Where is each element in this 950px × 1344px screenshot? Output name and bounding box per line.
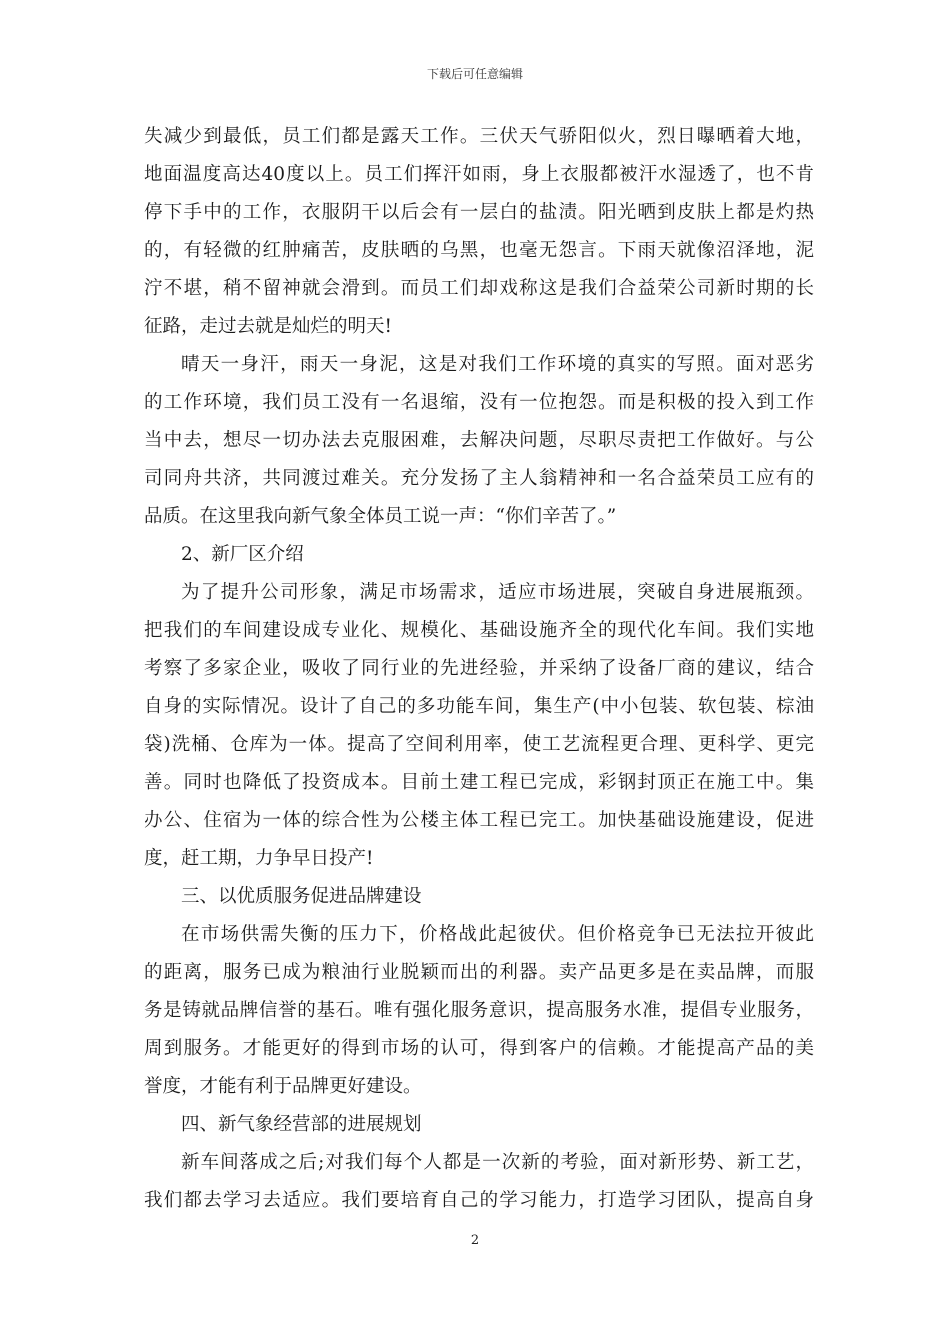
text-line: 地面温度高达40度以上。员工们挥汗如雨，身上衣服都被汗水湿透了，也不肯: [144, 164, 814, 185]
text-line: 度，赶工期，力争早日投产!: [144, 848, 374, 869]
text-line: 当中去，想尽一切办法去克服困难，去解决问题，尽职尽责把工作做好。与公: [144, 430, 814, 451]
text-line: 考察了多家企业，吸收了同行业的先进经验，并采纳了设备厂商的建议，结合: [144, 658, 814, 679]
page-number: 2: [470, 1233, 480, 1248]
document-body: [144, 118, 814, 1220]
text-line: 袋)洗桶、仓库为一体。提高了空间利用率，使工艺流程更合理、更科学、更完: [144, 734, 814, 755]
text-line: 办公、住宿为一体的综合性为公楼主体工程已完工。加快基础设施建设，促进: [144, 810, 814, 831]
text-line: 我们都去学习去适应。我们要培育自己的学习能力，打造学习团队，提高自身: [144, 1190, 814, 1211]
text-line: 的工作环境，我们员工没有一名退缩，没有一位抱怨。而是积极的投入到工作: [144, 392, 814, 413]
text-line: 的距离，服务已成为粮油行业脱颖而出的利器。卖产品更多是在卖品牌，而服: [144, 962, 814, 983]
text-line: 誉度，才能有利于品牌更好建设。: [144, 1076, 422, 1097]
text-line: 务是铸就品牌信誉的基石。唯有强化服务意识，提高服务水准，提倡专业服务，: [144, 1000, 814, 1021]
text-line: 停下手中的工作，衣服阴干以后会有一层白的盐渍。阳光晒到皮肤上都是灼热: [144, 202, 814, 223]
page-header: 下载后可任意编辑: [426, 67, 523, 81]
text-line: 善。同时也降低了投资成本。目前土建工程已完成，彩钢封顶正在施工中。集: [144, 772, 814, 793]
text-line: 自身的实际情况。设计了自己的多功能车间，集生产(中小包装、软包装、棕油: [144, 696, 814, 717]
text-line: 周到服务。才能更好的得到市场的认可，得到客户的信赖。才能提高产品的美: [144, 1038, 814, 1059]
text-line: 的，有轻微的红肿痛苦，皮肤晒的乌黑，也毫无怨言。下雨天就像沼泽地，泥: [144, 240, 814, 261]
text-line: 晴天一身汗，雨天一身泥，这是对我们工作环境的真实的写照。面对恶劣: [181, 354, 814, 375]
text-line: 失减少到最低，员工们都是露天工作。三伏天气骄阳似火，烈日曝晒着大地，: [144, 126, 814, 147]
text-line: 为了提升公司形象，满足市场需求，适应市场进展，突破自身进展瓶颈。: [181, 582, 814, 603]
text-line: 把我们的车间建设成专业化、规模化、基础设施齐全的现代化车间。我们实地: [144, 620, 814, 641]
text-line: 品质。在这里我向新气象全体员工说一声：“你们辛苦了。”: [144, 506, 617, 527]
text-line: 新车间落成之后;对我们每个人都是一次新的考验，面对新形势、新工艺，: [181, 1152, 814, 1173]
text-line: 在市场供需失衡的压力下，价格战此起彼伏。但价格竞争已无法拉开彼此: [181, 924, 814, 945]
text-line: 司同舟共济，共同渡过难关。充分发扬了主人翁精神和一名合益荣员工应有的: [144, 468, 814, 489]
section-heading: 2、新厂区介绍: [181, 544, 304, 565]
section-heading: 三、以优质服务促进品牌建设: [181, 886, 422, 907]
text-line: 泞不堪，稍不留神就会滑到。而员工们却戏称这是我们合益荣公司新时期的长: [144, 278, 814, 299]
section-heading: 四、新气象经营部的进展规划: [181, 1114, 422, 1135]
text-line: 征路，走过去就是灿烂的明天!: [144, 316, 392, 337]
